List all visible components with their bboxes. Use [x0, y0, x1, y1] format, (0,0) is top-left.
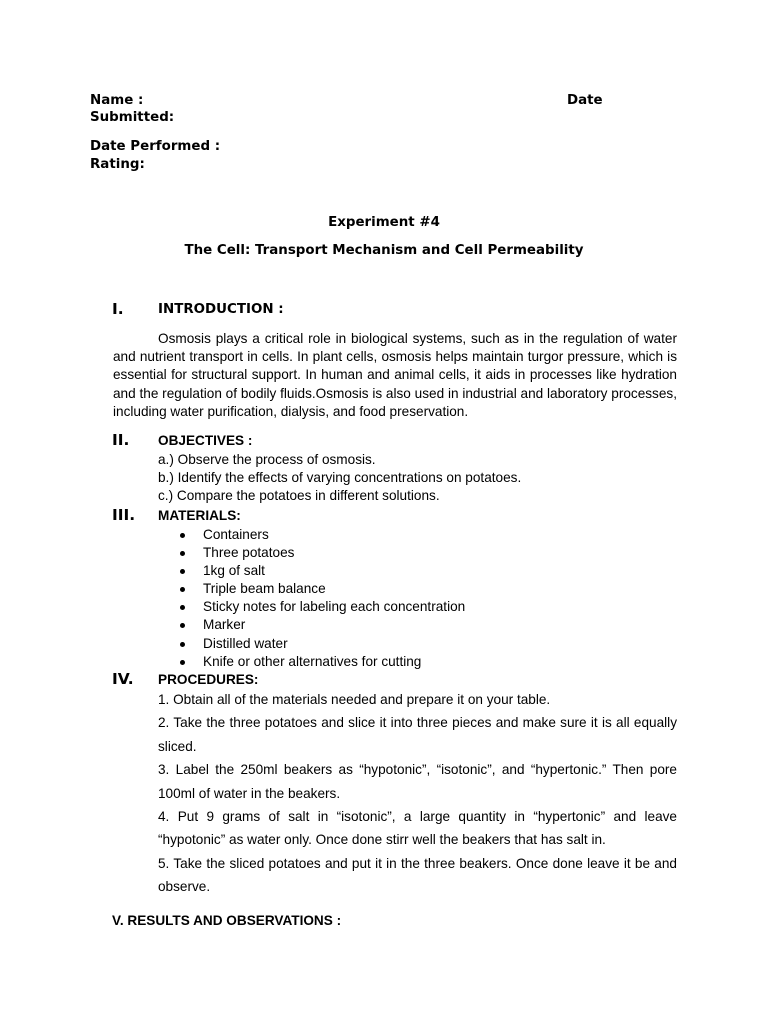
- material-item-label: Triple beam balance: [203, 581, 326, 597]
- material-item-label: Sticky notes for labeling each concentration: [203, 599, 466, 615]
- procedure-step: 2. Take the three potatoes and slice it into three pieces and make sure it is all equally sliced.: [158, 715, 677, 754]
- material-item: [177, 544, 465, 562]
- introduction-heading: INTRODUCTION :: [158, 302, 284, 317]
- section-numeral-introduction: I.: [112, 300, 124, 318]
- objectives-heading: OBJECTIVES :: [158, 433, 253, 448]
- bullet-icon: [180, 623, 185, 628]
- experiment-title: The Cell: Transport Mechanism and Cell Permeability: [184, 243, 584, 258]
- bullet-icon: [180, 569, 185, 574]
- materials-heading: MATERIALS:: [158, 508, 241, 523]
- section-numeral-procedures: IV.: [112, 670, 134, 688]
- date-performed-label: Date Performed :: [90, 139, 221, 154]
- objective-item: c.) Compare the potatoes in different solutions.: [158, 488, 440, 504]
- section-numeral-objectives: II.: [112, 431, 130, 449]
- procedure-step: 5. Take the sliced potatoes and put it in the three beakers. Once done leave it be and observe.: [158, 855, 677, 895]
- materials-list: [177, 526, 465, 671]
- procedure-step: 1. Obtain all of the materials needed and prepare it on your table.: [158, 692, 551, 707]
- material-item-label: Containers: [203, 527, 269, 542]
- procedure-step: 3. Label the 250ml beakers as “hypotonic”, “isotonic”, and “hypertonic.” Then pore 100ml of water in the beakers.: [158, 762, 677, 801]
- material-item-label: Marker: [203, 617, 246, 633]
- objective-item: a.) Observe the process of osmosis.: [158, 452, 376, 467]
- material-item: [177, 580, 465, 598]
- material-item: [177, 616, 465, 634]
- procedures-heading: PROCEDURES:: [158, 672, 259, 687]
- material-item-label: Distilled water: [203, 635, 288, 651]
- material-item: [177, 598, 465, 616]
- date-label: Date: [567, 93, 603, 108]
- material-item-label: Three potatoes: [203, 545, 295, 561]
- date-submitted-label: Submitted:: [90, 110, 175, 125]
- bullet-icon: [180, 660, 185, 665]
- procedures-list: [158, 688, 677, 899]
- bullet-icon: [180, 642, 185, 647]
- bullet-icon: [180, 587, 185, 592]
- name-label: Name :: [90, 93, 144, 108]
- material-item: [177, 526, 465, 544]
- objectives-list: [158, 451, 521, 506]
- material-item: [177, 653, 465, 671]
- bullet-icon: [180, 551, 185, 556]
- section-numeral-materials: III.: [112, 506, 136, 524]
- bullet-icon: [180, 533, 185, 538]
- rating-label: Rating:: [90, 157, 145, 172]
- objective-item: b.) Identify the effects of varying concentrations on potatoes.: [158, 470, 522, 486]
- procedure-step: 4. Put 9 grams of salt in “isotonic”, a large quantity in “hypertonic” and leave “hypotonic” as water only. Once done stirr well the beakers that has salt in.: [158, 809, 677, 848]
- experiment-number: Experiment #4: [328, 215, 440, 230]
- bullet-icon: [180, 605, 185, 610]
- material-item: [177, 562, 465, 580]
- results-heading: V. RESULTS AND OBSERVATIONS :: [112, 913, 342, 928]
- material-item-label: Knife or other alternatives for cutting: [203, 653, 422, 669]
- material-item: [177, 635, 465, 653]
- material-item-label: 1kg of salt: [203, 563, 265, 579]
- introduction-paragraph: Osmosis plays a critical role in biological systems, such as in the regulation of water and nutrient transport in cells. In plant cells, osmosis helps maintain turgor pressure, which is essential for structural support. In human and animal cells, it aids in processes like hydration and the regulation of bodily fluids.Osmosis is also used in industrial and laboratory processes, including water purification, dialysis, and food preservation.: [113, 331, 677, 419]
